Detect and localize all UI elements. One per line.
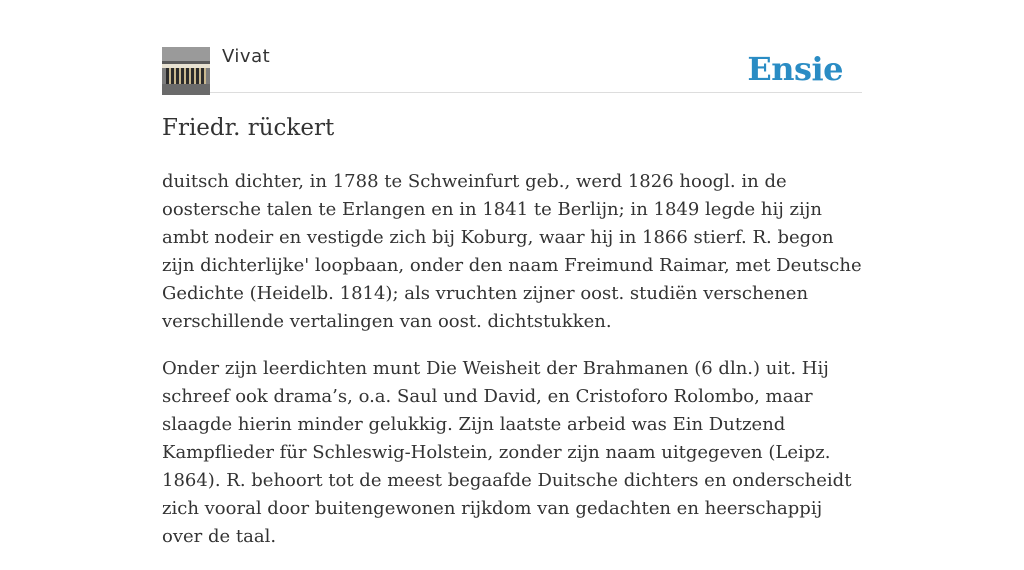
article-paragraph: duitsch dichter, in 1788 te Schweinfurt geb., werd 1826 hoogl. in de oostersche talen te Erlangen en in 1841 te Berlijn; in 1849 legde hij zijn ambt nodeir en vestigde zich bij Koburg, waar hij in 1866 stierf. R. begon zijn dichterlijke' loopbaan, onder den naam Freimund Raimar, met Deutsche Gedichte (Heidelb. 1814); als vruchten zijner oost. studiën verschenen verschillende vertalingen van oost. dichtstukken. [162,171,862,332]
books-icon-graphic [162,47,210,95]
article-body [162,168,862,570]
article-paragraph: Onder zijn leerdichten munt Die Weisheit der Brahmanen (6 dln.) uit. Hij schreef ook drama’s, o.a. Saul und David, en Cristoforo Rolombo, maar slaagde hierin minder gelukkig. Zijn laatste arbeid was Ein Dutzend Kampflieder für Schleswig-Holstein, zonder zijn naam uitgegeven (Leipz. 1864). R. behoort tot de meest begaafde Duitsche dichters en onderscheidt zich vooral door buitengewonen rijkdom van gedachten en heerschappij over de taal. [162,358,852,547]
brand-logo[interactable]: Ensie [747,50,843,88]
header [162,0,862,93]
source-name[interactable]: Vivat [222,46,271,67]
article-title: Friedr. rückert [162,115,335,141]
books-icon[interactable] [162,47,210,95]
page-container [162,0,862,547]
